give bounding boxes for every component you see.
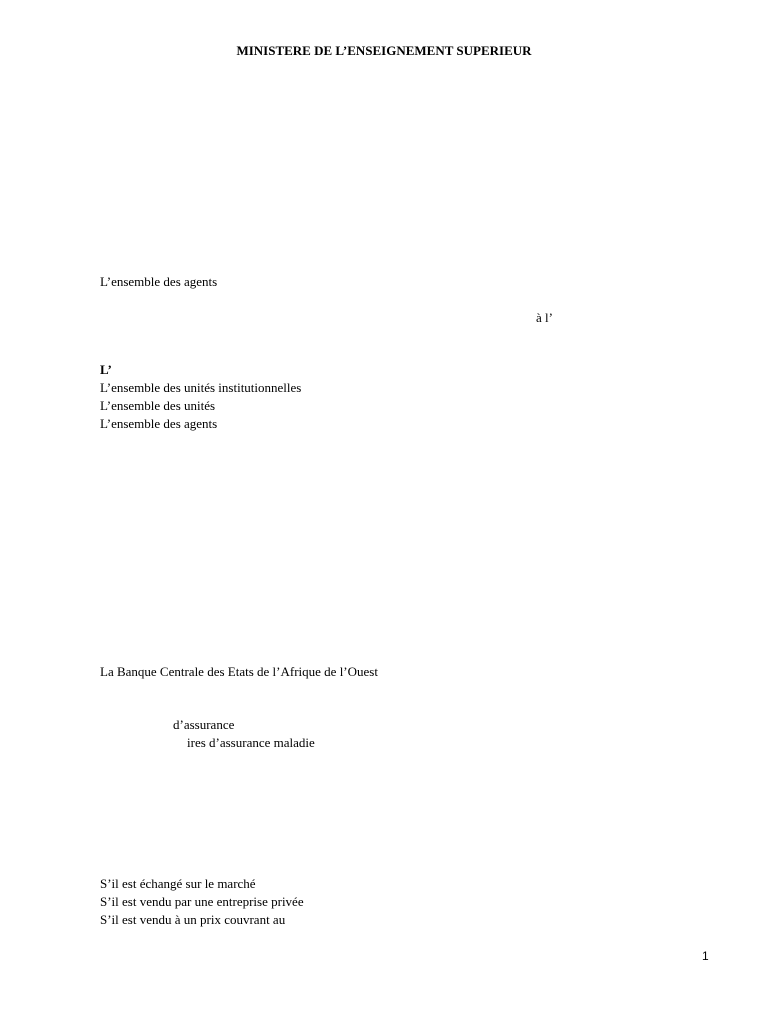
text-line-bceao: La Banque Centrale des Etats de l’Afrique de l’Ouest xyxy=(100,664,378,679)
page-number: 1 xyxy=(702,949,709,963)
option-prix-couvrant: S’il est vendu à un prix couvrant au xyxy=(100,912,286,927)
option-entreprise-privee: S’il est vendu par une entreprise privée xyxy=(100,894,304,909)
option-agents: L’ensemble des agents xyxy=(100,416,218,431)
document-title: MINISTERE DE L’ENSEIGNEMENT SUPERIEUR xyxy=(236,43,532,58)
text-line-assurance-maladie: ires d’assurance maladie xyxy=(187,735,315,750)
option-unites-institutionnelles: L’ensemble des unités institutionnelles xyxy=(100,380,302,395)
option-echange-marche: S’il est échangé sur le marché xyxy=(100,876,256,891)
text-line-assurance: d’assurance xyxy=(173,717,235,732)
text-fragment-a-l: à l’ xyxy=(536,310,553,325)
option-unites: L’ensemble des unités xyxy=(100,398,216,413)
text-line-agents: L’ensemble des agents xyxy=(100,274,218,289)
question-heading: L’ xyxy=(100,362,112,377)
